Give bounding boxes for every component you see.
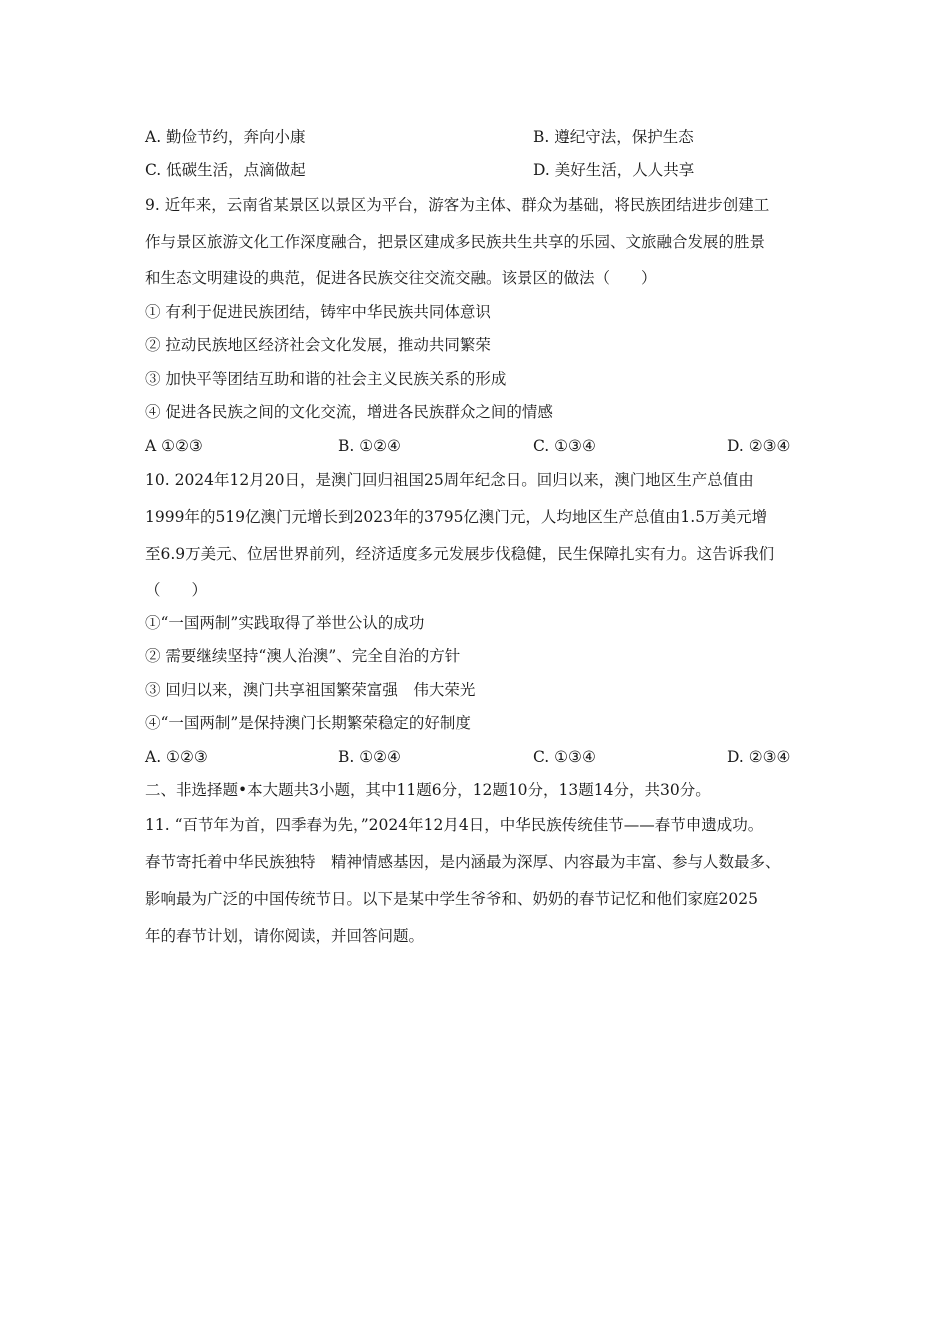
q11-stem-line-2: 春节寄托着中华民族独特 精神情感基因，是内涵最为深厚、内容最为丰富、参与人数最多、 xyxy=(145,853,781,871)
q8-option-d[interactable]: D. 美好生活，人人共享 xyxy=(533,161,695,179)
section-2-heading: 二、非选择题•本大题共3小题，其中11题6分，12题10分，13题14分，共30分。 xyxy=(145,781,711,799)
q10-statement-1: ①“一国两制”实践取得了举世公认的成功 xyxy=(145,614,425,632)
q10-stem-line-3: 至6.9万美元、位居世界前列，经济适度多元发展步伐稳健，民生保障扎实有力。这告诉我们 xyxy=(145,545,775,563)
q10-option-a[interactable]: A. ①②③ xyxy=(145,748,208,766)
q9-statement-4: ④ 促进各民族之间的文化交流，增进各民族群众之间的情感 xyxy=(145,403,553,421)
q9-statement-1: ① 有利于促进民族团结，铸牢中华民族共同体意识 xyxy=(145,303,491,321)
q8-option-a[interactable]: A. 勤俭节约，奔向小康 xyxy=(145,128,306,146)
q10-option-c[interactable]: C. ①③④ xyxy=(533,748,596,766)
q9-stem-line-3: 和生态文明建设的典范，促进各民族交往交流交融。该景区的做法（ ） xyxy=(145,269,657,287)
q8-option-c[interactable]: C. 低碳生活，点滴做起 xyxy=(145,161,306,179)
q9-statement-3: ③ 加快平等团结互助和谐的社会主义民族关系的形成 xyxy=(145,370,507,388)
q10-statement-4: ④“一国两制”是保持澳门长期繁荣稳定的好制度 xyxy=(145,714,471,732)
q9-stem-line-2: 作与景区旅游文化工作深度融合，把景区建成多民族共生共享的乐园、文旅融合发展的胜景 xyxy=(145,233,766,251)
q9-option-b[interactable]: B. ①②④ xyxy=(338,437,401,455)
q9-option-c[interactable]: C. ①③④ xyxy=(533,437,596,455)
q10-statement-3: ③ 回归以来，澳门共享祖国繁荣富强 伟大荣光 xyxy=(145,681,476,699)
q9-option-a[interactable]: A ①②③ xyxy=(145,437,203,455)
q10-stem-line-2: 1999年的519亿澳门元增长到2023年的3795亿澳门元，人均地区生产总值由1.5万美元增 xyxy=(145,508,768,526)
q9-statement-2: ② 拉动民族地区经济社会文化发展，推动共同繁荣 xyxy=(145,336,491,354)
q10-option-d[interactable]: D. ②③④ xyxy=(727,748,791,766)
q10-stem-line-1: 10. 2024年12月20日，是澳门回归祖国25周年纪念日。回归以来，澳门地区生产总值由 xyxy=(145,471,754,489)
q9-option-d[interactable]: D. ②③④ xyxy=(727,437,791,455)
q10-statement-2: ② 需要继续坚持“澳人治澳”、完全自治的方针 xyxy=(145,647,461,665)
q10-stem-line-4: （ ） xyxy=(145,581,208,599)
q11-stem-line-1: 11. “百节年为首，四季春为先，”2024年12月4日，中华民族传统佳节——春节申遗成功。 xyxy=(145,816,764,834)
q11-stem-line-3: 影响最为广泛的中国传统节日。以下是某中学生爷爷和、奶奶的春节记忆和他们家庭2025 xyxy=(145,890,758,908)
q11-stem-line-4: 年的春节计划，请你阅读，并回答问题。 xyxy=(145,927,425,945)
q9-stem-line-1: 9. 近年来，云南省某景区以景区为平台，游客为主体、群众为基础，将民族团结进步创建工 xyxy=(145,196,770,214)
q8-option-b[interactable]: B. 遵纪守法，保护生态 xyxy=(533,128,694,146)
q10-option-b[interactable]: B. ①②④ xyxy=(338,748,401,766)
